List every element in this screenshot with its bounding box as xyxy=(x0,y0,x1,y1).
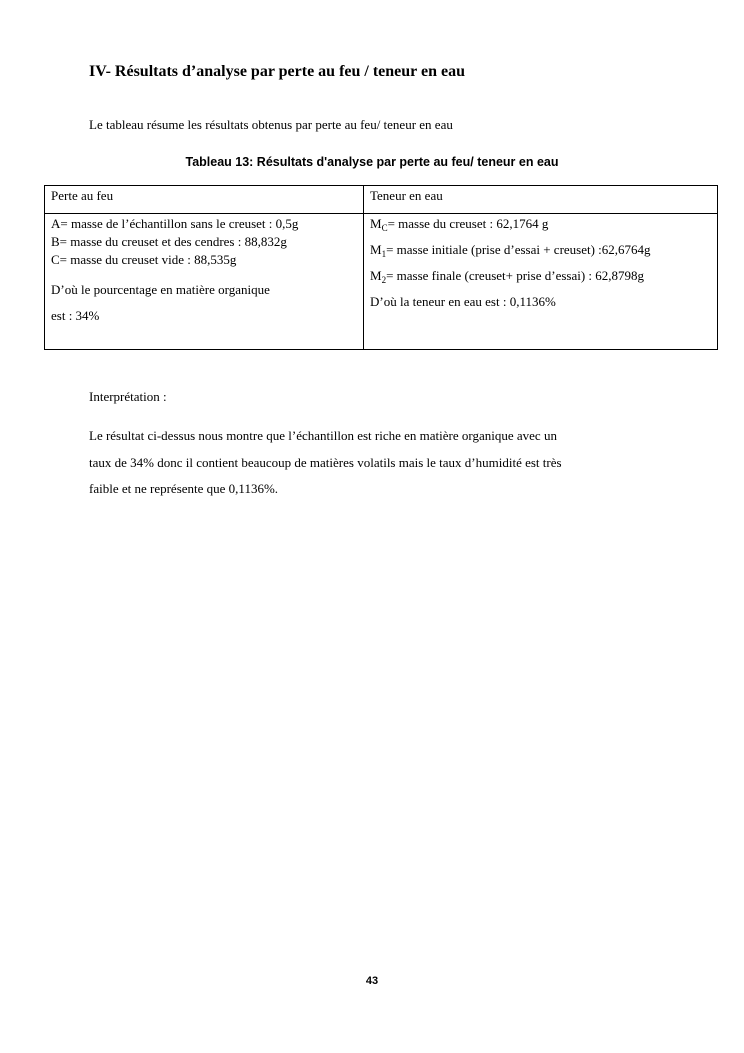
page-number: 43 xyxy=(365,975,379,987)
table-header-row xyxy=(45,186,718,214)
perte-au-feu-cell xyxy=(45,214,364,350)
mc-text: = masse du creuset : 62,1764 g xyxy=(387,216,549,231)
mc-symbol: M xyxy=(370,216,382,231)
interpretation-paragraph xyxy=(89,423,649,503)
interpretation-line-1: Le résultat ci-dessus nous montre que l’échantillon est riche en matière organique avec un xyxy=(89,428,557,443)
teneur-en-eau-cell xyxy=(364,214,718,350)
intro-paragraph: Le tableau résume les résultats obtenus par perte au feu/ teneur en eau xyxy=(89,117,453,132)
m2-subscript: 2 xyxy=(381,275,387,285)
m1-symbol: M xyxy=(370,242,382,257)
mc-subscript: C xyxy=(381,223,388,233)
section-heading: IV- Résultats d’analyse par perte au feu / teneur en eau xyxy=(89,63,465,80)
m2-text: = masse finale (creuset+ prise d’essai) : 62,8798g xyxy=(386,268,645,283)
organic-result-line-2: est : 34% xyxy=(51,308,100,323)
mass-m1-line xyxy=(370,237,711,263)
mass-a-line: A= masse de l’échantillon sans le creuset : 0,5g xyxy=(51,216,299,231)
organic-result-line-1: D’où le pourcentage en matière organique xyxy=(51,282,270,297)
water-content-result: D’où la teneur en eau est : 0,1136% xyxy=(370,294,556,309)
header-teneur-en-eau: Teneur en eau xyxy=(364,186,718,214)
m2-symbol: M xyxy=(370,268,382,283)
mass-m2-line xyxy=(370,263,711,289)
m1-text: = masse initiale (prise d’essai + creuset) :62,6764g xyxy=(386,242,651,257)
mass-mc-line xyxy=(370,215,711,233)
m1-subscript: 1 xyxy=(381,249,387,259)
table-caption: Tableau 13: Résultats d'analyse par perte au feu/ teneur en eau xyxy=(185,155,559,169)
interpretation-label: Interprétation : xyxy=(89,389,167,404)
mass-c-line: C= masse du creuset vide : 88,535g xyxy=(51,252,237,267)
table-row xyxy=(45,214,718,350)
interpretation-line-3: faible et ne représente que 0,1136%. xyxy=(89,481,279,496)
header-perte-au-feu: Perte au feu xyxy=(45,186,364,214)
results-table xyxy=(44,185,718,350)
mass-b-line: B= masse du creuset et des cendres : 88,832g xyxy=(51,234,287,249)
interpretation-line-2: taux de 34% donc il contient beaucoup de matières volatils mais le taux d’humidité est très xyxy=(89,454,562,470)
